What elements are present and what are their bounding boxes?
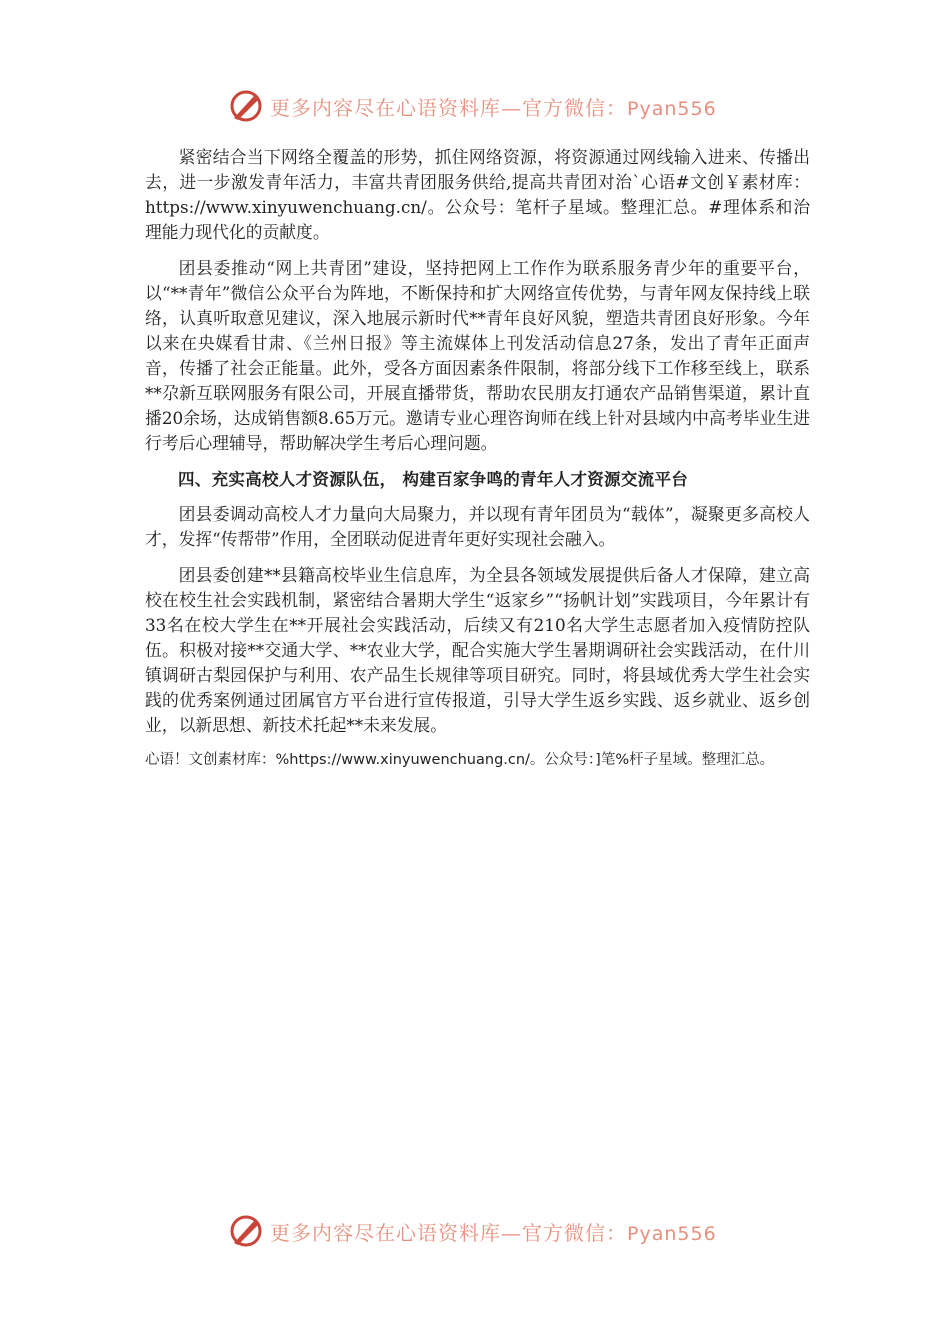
paragraph-talent-mobilize: 团县委调动高校人才力量向大局聚力，并以现有青年团员为“载体”，凝聚更多高校人才，发挥“传帮带”作用，全团联动促进青年更好实现社会融入。	[145, 504, 810, 549]
header-banner-text: 更多内容尽在心语资料库—官方微信：Pyan556	[270, 95, 717, 120]
header-wechat-id: Pyan556	[627, 97, 717, 120]
section-heading: 四、充实高校人才资源队伍， 构建百家争鸣的青年人才资源交流平台	[178, 470, 689, 489]
paragraph-online-league: 团县委推动“网上共青团”建设，坚持把网上工作作为联系服务青少年的重要平台，以“**青年”微信公众平台为阵地，不断保持和扩大网络宣传优势，与青年网友保持线上联络，认真听取意见建议，深入地展示新时代**青年良好风貌，塑造共青团良好形象。今年以来在央媒看甘肃、《兰州日报》等主流媒体上刊发活动信息27条，发出了青年正面声音，传播了社会正能量。此外，受各方面因素条件限制，将部分线下工作移至线上，联系**尕新互联网服务有限公司，开展直播带货，帮助农民朋友打通农产品销售渠道，累计直播20余场，达成销售额8.65万元。邀请专业心理咨询师在线上针对县域内中高考毕业生进行考后心理辅导，帮助解决学生考后心理问题。	[145, 258, 810, 453]
watermark-note: 心语！文创素材库：%https://www.xinyuwenchuang.cn/。公众号：]笔%杆子星域。整理汇总。	[145, 752, 775, 768]
paragraph-graduate-database: 团县委创建**县籍高校毕业生信息库，为全县各领域发展提供后备人才保障，建立高校在校生社会实践机制，紧密结合暑期大学生“返家乡”“扬帆计划”实践项目，今年累计有33名在校大学生在**开展社会实践活动，后续又有210名大学生志愿者加入疫情防控队伍。积极对接**交通大学、**农业大学，配合实施大学生暑期调研社会实践活动，在什川镇调研古梨园保护与利用、农产品生长规律等项目研究。同时，将县域优秀大学生社会实践的优秀案例通过团属官方平台进行宣传报道，引导大学生返乡实践、返乡就业、返乡创业，以新思想、新技术托起**未来发展。	[145, 565, 810, 735]
header-banner	[228, 86, 717, 126]
paragraph-network: 紧密结合当下网络全覆盖的形势，抓住网络资源，将资源通过网线输入进来、传播出去，进一步激发青年活力，丰富共青团服务供给,提高共青团对治`心语#文创￥素材库：https://www.xinyuwenchuang.cn/。公众号：笔杆子星域。整理汇总。#理体系和治理能力现代化的贡献度。	[145, 147, 810, 242]
footer-banner	[228, 1211, 717, 1251]
brush-logo-icon	[228, 88, 264, 124]
brush-logo-icon	[228, 1213, 264, 1249]
document-body	[145, 145, 810, 772]
footer-wechat-id: Pyan556	[627, 1222, 717, 1245]
footer-banner-text: 更多内容尽在心语资料库—官方微信：Pyan556	[270, 1220, 717, 1245]
